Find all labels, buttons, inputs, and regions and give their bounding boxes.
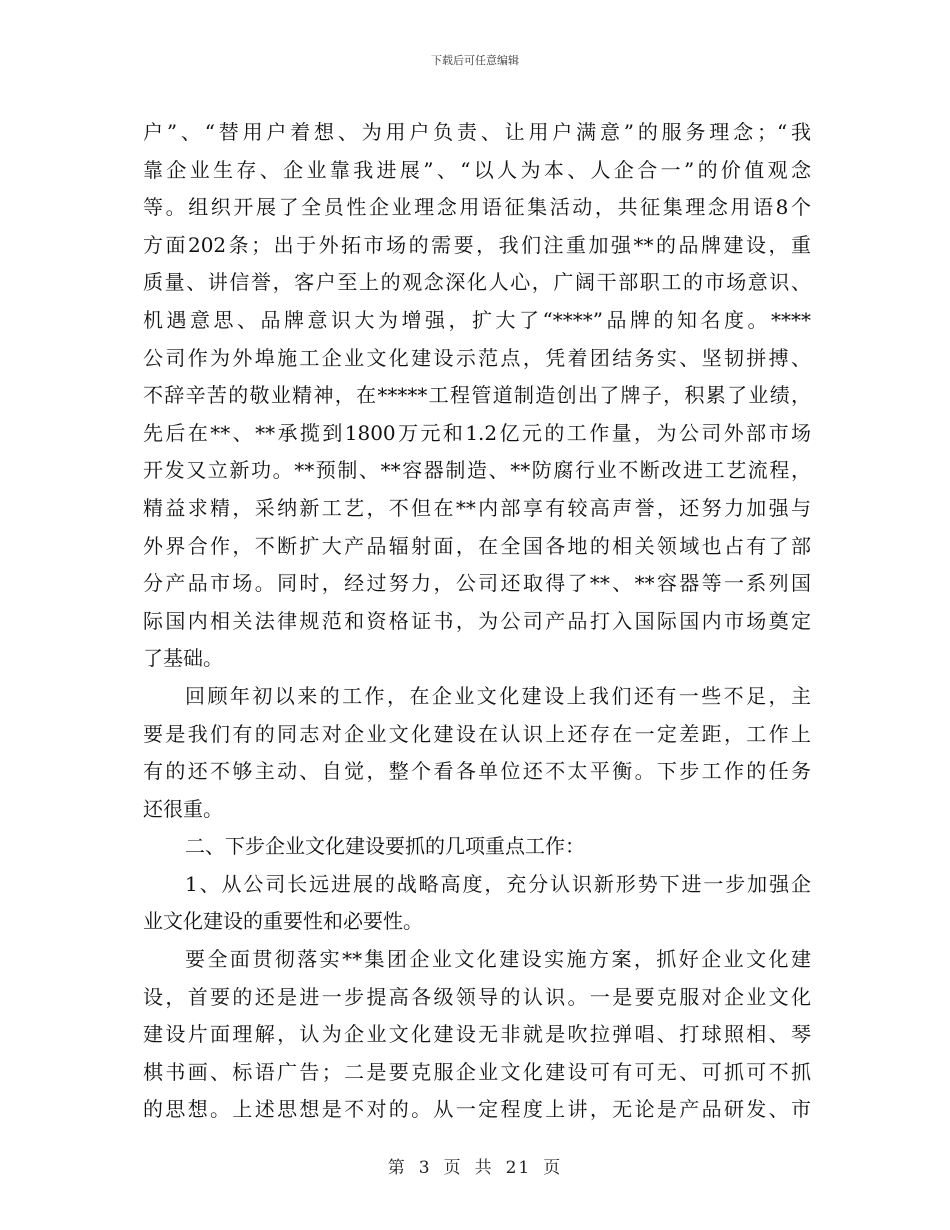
body-line: 分产品市场。同时，经过努力，公司还取得了**、**容器等一系列国	[143, 571, 811, 596]
page-footer	[0, 1153, 950, 1178]
footer-label-total-unit: 页	[543, 1158, 563, 1178]
body-line: 不辞辛苦的敬业精神，在*****工程管道制造创出了牌子，积累了业绩，	[143, 383, 811, 408]
body-line: 还很重。	[143, 796, 223, 821]
body-line: 要全面贯彻落实**集团企业文化建设实施方案，抓好企业文化建	[185, 947, 811, 972]
body-line: 建设片面理解，认为企业文化建设无非就是吹拉弹唱、打球照相、琴	[143, 1022, 811, 1047]
body-line: 了基础。	[143, 646, 223, 671]
footer-label-page-unit: 页	[443, 1158, 463, 1178]
body-line: 的思想。上述思想是不对的。从一定程度上讲，无论是产品研发、市	[143, 1097, 811, 1122]
body-line: 设，首要的还是进一步提高各级领导的认识。一是要克服对企业文化	[143, 984, 811, 1009]
body-line: 公司作为外埠施工企业文化建设示范点，凭着团结务实、坚韧拼搏、	[143, 345, 811, 370]
page-header: 下载后可任意编辑	[431, 54, 519, 67]
body-line: 有的还不够主动、自觉，整个看各单位还不太平衡。下步工作的任务	[143, 759, 811, 784]
body-line: 棋书画、标语广告；二是要克服企业文化建设可有可无、可抓可不抓	[143, 1059, 811, 1084]
body-line: 先后在**、**承揽到1800万元和1.2亿元的工作量，为公司外部市场	[143, 420, 811, 445]
body-line: 业文化建设的重要性和必要性。	[143, 909, 423, 934]
footer-total-pages: 21	[505, 1158, 532, 1178]
body-line: 开发又立新功。**预制、**容器制造、**防腐行业不断改进工艺流程，	[143, 458, 811, 483]
body-line: 等。组织开展了全员性企业理念用语征集活动，共征集理念用语8个	[143, 195, 811, 220]
body-line: 际国内相关法律规范和资格证书，为公司产品打入国际国内市场奠定	[143, 608, 811, 633]
document-body	[143, 114, 811, 1129]
body-line: 外界合作，不断扩大产品辐射面，在全国各地的相关领域也占有了部	[143, 533, 811, 558]
body-line: 1、从公司长远进展的战略高度，充分认识新形势下进一步加强企	[185, 871, 811, 896]
body-line: 二、下步企业文化建设要抓的几项重点工作：	[185, 834, 585, 859]
body-line: 精益求精，采纳新工艺，不但在**内部享有较高声誉，还努力加强与	[143, 495, 811, 520]
body-line: 户”、“替用户着想、为用户负责、让用户满意”的服务理念；“我	[143, 120, 811, 144]
body-line: 方面202条；出于外拓市场的需要，我们注重加强**的品牌建设，重	[143, 232, 811, 257]
footer-label-page: 第	[387, 1158, 407, 1178]
body-line: 要是我们有的同志对企业文化建设在认识上还存在一定差距，工作上	[143, 721, 811, 746]
body-line: 质量、讲信誉，客户至上的观念深化人心，广阔干部职工的市场意识、	[143, 270, 811, 295]
body-line: 回顾年初以来的工作，在企业文化建设上我们还有一些不足，主	[185, 683, 811, 708]
footer-current-page: 3	[418, 1158, 432, 1178]
body-line: 靠企业生存、企业靠我进展”、“以人为本、人企合一”的价值观念	[143, 157, 811, 182]
footer-label-total: 共	[474, 1158, 494, 1178]
body-line: 机遇意思、品牌意识大为增强，扩大了“****”品牌的知名度。****	[143, 307, 811, 332]
